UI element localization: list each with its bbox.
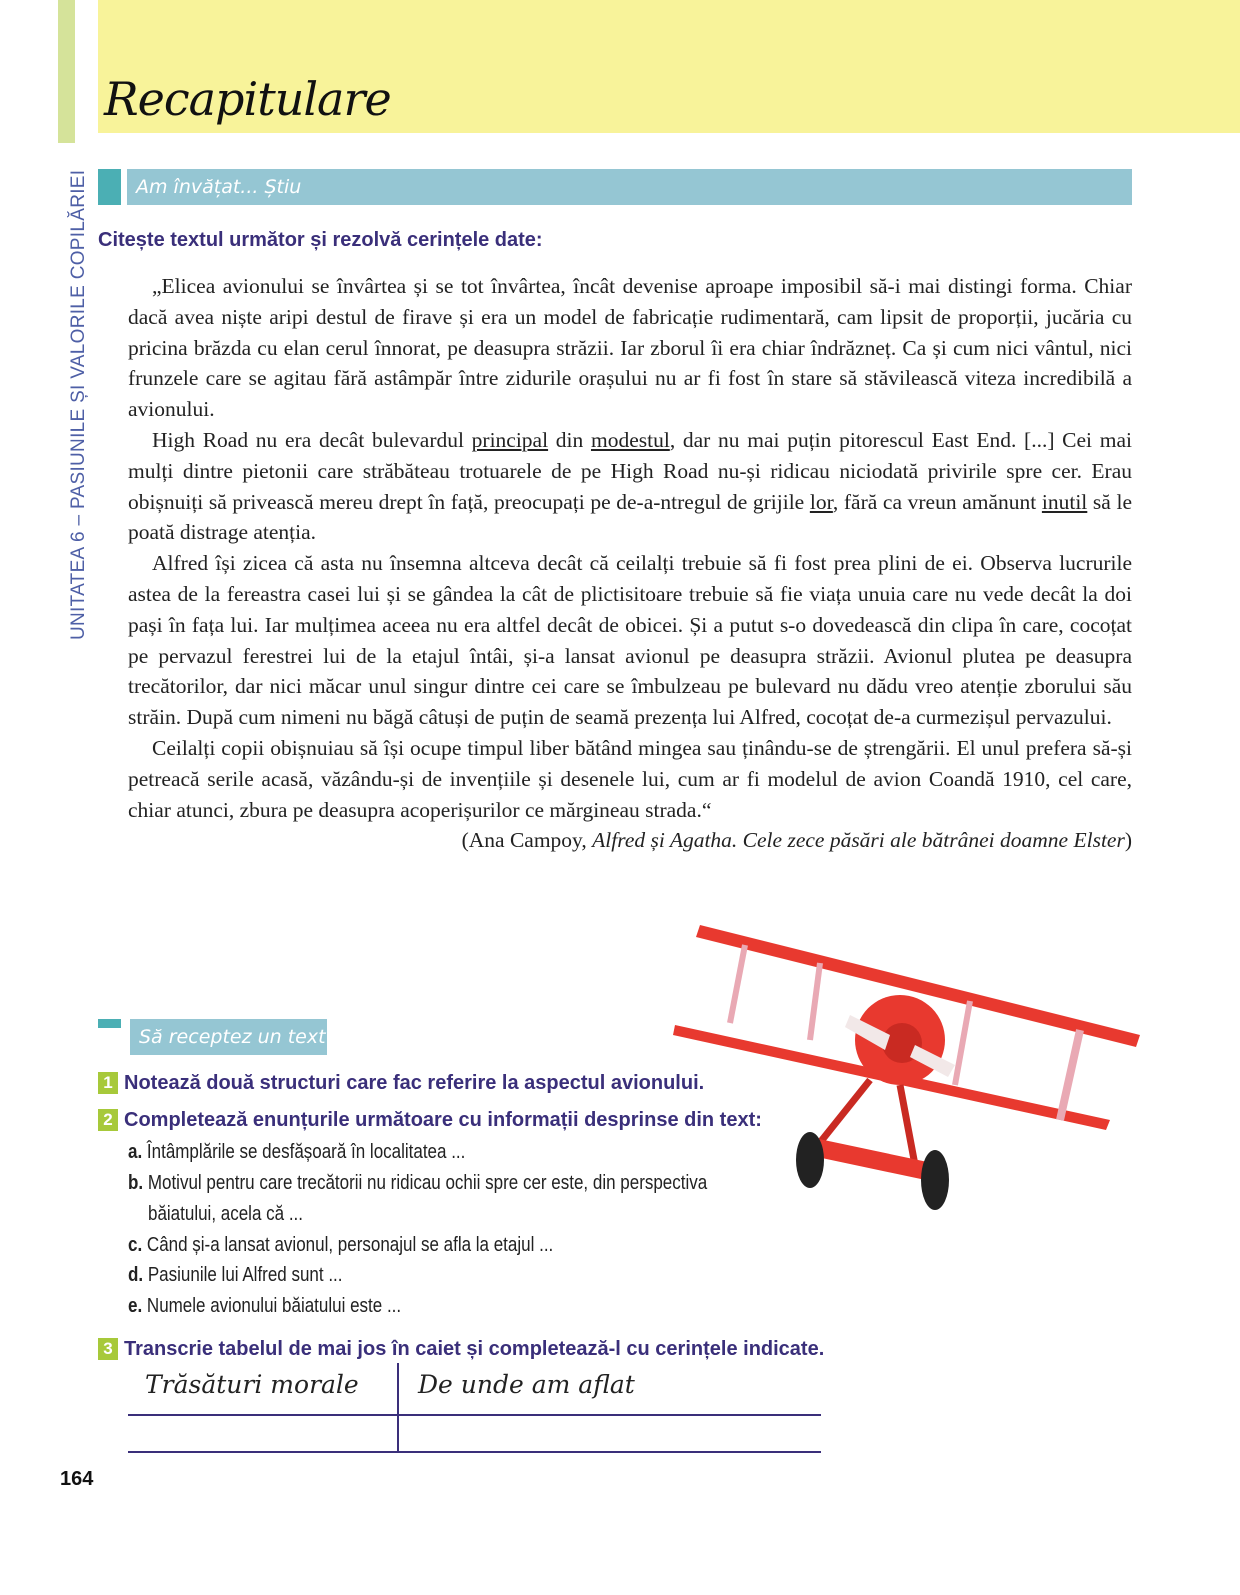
subitem-a [128, 1141, 465, 1164]
question-number-badge: 3 [98, 1338, 118, 1360]
text: High Road nu era decât bulevardul [152, 427, 472, 452]
section-marker [98, 1019, 121, 1028]
source-citation [128, 825, 1132, 856]
question-text: Notează două structuri care fac referire la aspectul avionului. [124, 1072, 705, 1094]
text: , fără ca vreun amănunt [832, 489, 1042, 514]
text: , dar nu mai puțin pitorescul East End. [...] Cei mai mulți dintre pietonii care străbăteau trotuarele de pe High Road nu-și ridicau niciodată privirile spre cer. Erau obișnuiți să privească mereu drept în față, preocupați pe de-a-ntregul de grijile [128, 427, 1132, 514]
question-2 [98, 1109, 762, 1132]
letter: b. [128, 1172, 144, 1194]
underlined-word: lor [809, 489, 833, 514]
instruction: Citește textul următor și rezolvă cerințele date: [98, 229, 543, 251]
underlined-word: inutil [1041, 489, 1088, 514]
underlined-word: principal [471, 427, 549, 452]
page-title: Recapitulare [104, 72, 391, 126]
paragraph: „Elicea avionului se învârtea și se tot învârtea, încât devenise aproape imposibil să-i mai distingi forma. Chiar dacă avea niște aripi destul de firave și era un model de fabricație rudimentară, cam lipsit de proporții, jucăria cu pricina brăzda cu elan cerul înnorat, pe deasupra străzii. Iar zborul îi era chiar îndrăzneț. Ca și cum nici vântul, nici frunzele care se agitau fără astâmpăr între zidurile orașului nu ar fi fost în stare să stăvilească viteza incredibilă a avionului. [128, 274, 1132, 422]
biplane-illustration [670, 915, 1150, 1225]
section-heading-sa-receptez: Să receptez un text [130, 1019, 327, 1055]
story-text [128, 271, 1132, 856]
section-heading-am-invatat: Am învățat... Știu [127, 169, 1132, 205]
text: (Ana Campoy, [461, 828, 593, 853]
page-number: 164 [60, 1468, 94, 1490]
letter: c. [128, 1234, 143, 1256]
letter: e. [128, 1295, 143, 1317]
text: Motivul pentru care trecătorii nu ridicau ochii spre cer este, din perspectiva [147, 1172, 708, 1194]
paragraph: Alfred își zicea că asta nu însemna altceva decât că ceilalți trebuie să fi fost prea plini de ei. Observa lucrurile astea de la fereastra casei lui și se gândea la cât de plictisitoare trebuie să fie viața unuia care nu vede decât la doi pași în fața lui. Iar mulțimea aceea nu era altfel decât de obicei. Și a putut s-o dovedească din clipa în care, cocoțat pe pervazul ferestrei lui de la etajul întâi, și-a lansat avionul pe deasupra străzii. Avionul plutea pe deasupra trecătorilor, dar nici măcar unul singur dintre cei care se îmbulzeau pe bulevard nu dădu vreo atenție zborului său străin. După cum nimeni nu băgă câtuși de puțin de seamă prezența lui Alfred, cocoțat de-a curmezișul pervazului. [128, 551, 1132, 730]
question-1 [98, 1072, 704, 1095]
question-text: Completează enunțurile următoare cu informații desprinse din text: [124, 1109, 762, 1131]
question-3 [98, 1338, 824, 1361]
question-text: Transcrie tabelul de mai jos în caiet și completează-l cu cerințele indicate. [124, 1338, 825, 1360]
text: ) [1124, 828, 1132, 853]
subitem-b [128, 1172, 707, 1195]
section-marker [98, 169, 121, 205]
sidebar-color-bar [58, 0, 75, 143]
letter: a. [128, 1141, 143, 1163]
question-number-badge: 1 [98, 1072, 118, 1094]
table-header-source: De unde am aflat [418, 1370, 635, 1399]
subitem-e [128, 1295, 401, 1318]
text: Numele avionului băiatului este ... [146, 1295, 402, 1317]
table-column-divider [397, 1363, 399, 1453]
text: Când și-a lansat avionul, personajul se afla la etajul ... [146, 1234, 554, 1256]
underlined-word: modestul [590, 427, 670, 452]
question-number-badge: 2 [98, 1109, 118, 1131]
subitem-d [128, 1264, 343, 1287]
paragraph: Ceilalți copii obișnuiau să își ocupe timpul liber bătând mingea sau ținându-se de ștrengării. El unul prefera să-și petreacă serile acasă, văzându-și de invențiile și desenele lui, cum ar fi modelul de avion Coandă 1910, cel care, chiar atunci, zbura pe deasupra acoperișurilor ce mărgineau strada.“ [128, 735, 1132, 822]
table-bottom-line [128, 1451, 821, 1453]
unit-label: UNITATEA 6 – PASIUNILE ȘI VALORILE COPILĂRIEI [68, 169, 89, 640]
letter: d. [128, 1264, 144, 1286]
subitem-c [128, 1234, 553, 1257]
paragraph [128, 425, 1132, 548]
text: Pasiunile lui Alfred sunt ... [147, 1264, 343, 1286]
text: Întâmplările se desfășoară în localitatea ... [146, 1141, 466, 1163]
subitem-b-continued: băiatului, acela că ... [148, 1203, 303, 1225]
table-header-traits: Trăsături morale [145, 1370, 359, 1399]
book-title: Alfred și Agatha. Cele zece păsări ale bătrânei doamne Elster [592, 828, 1125, 853]
text: să le poată distrage atenția. [128, 489, 1132, 545]
table-row-divider [128, 1414, 821, 1416]
text: din [548, 427, 591, 452]
